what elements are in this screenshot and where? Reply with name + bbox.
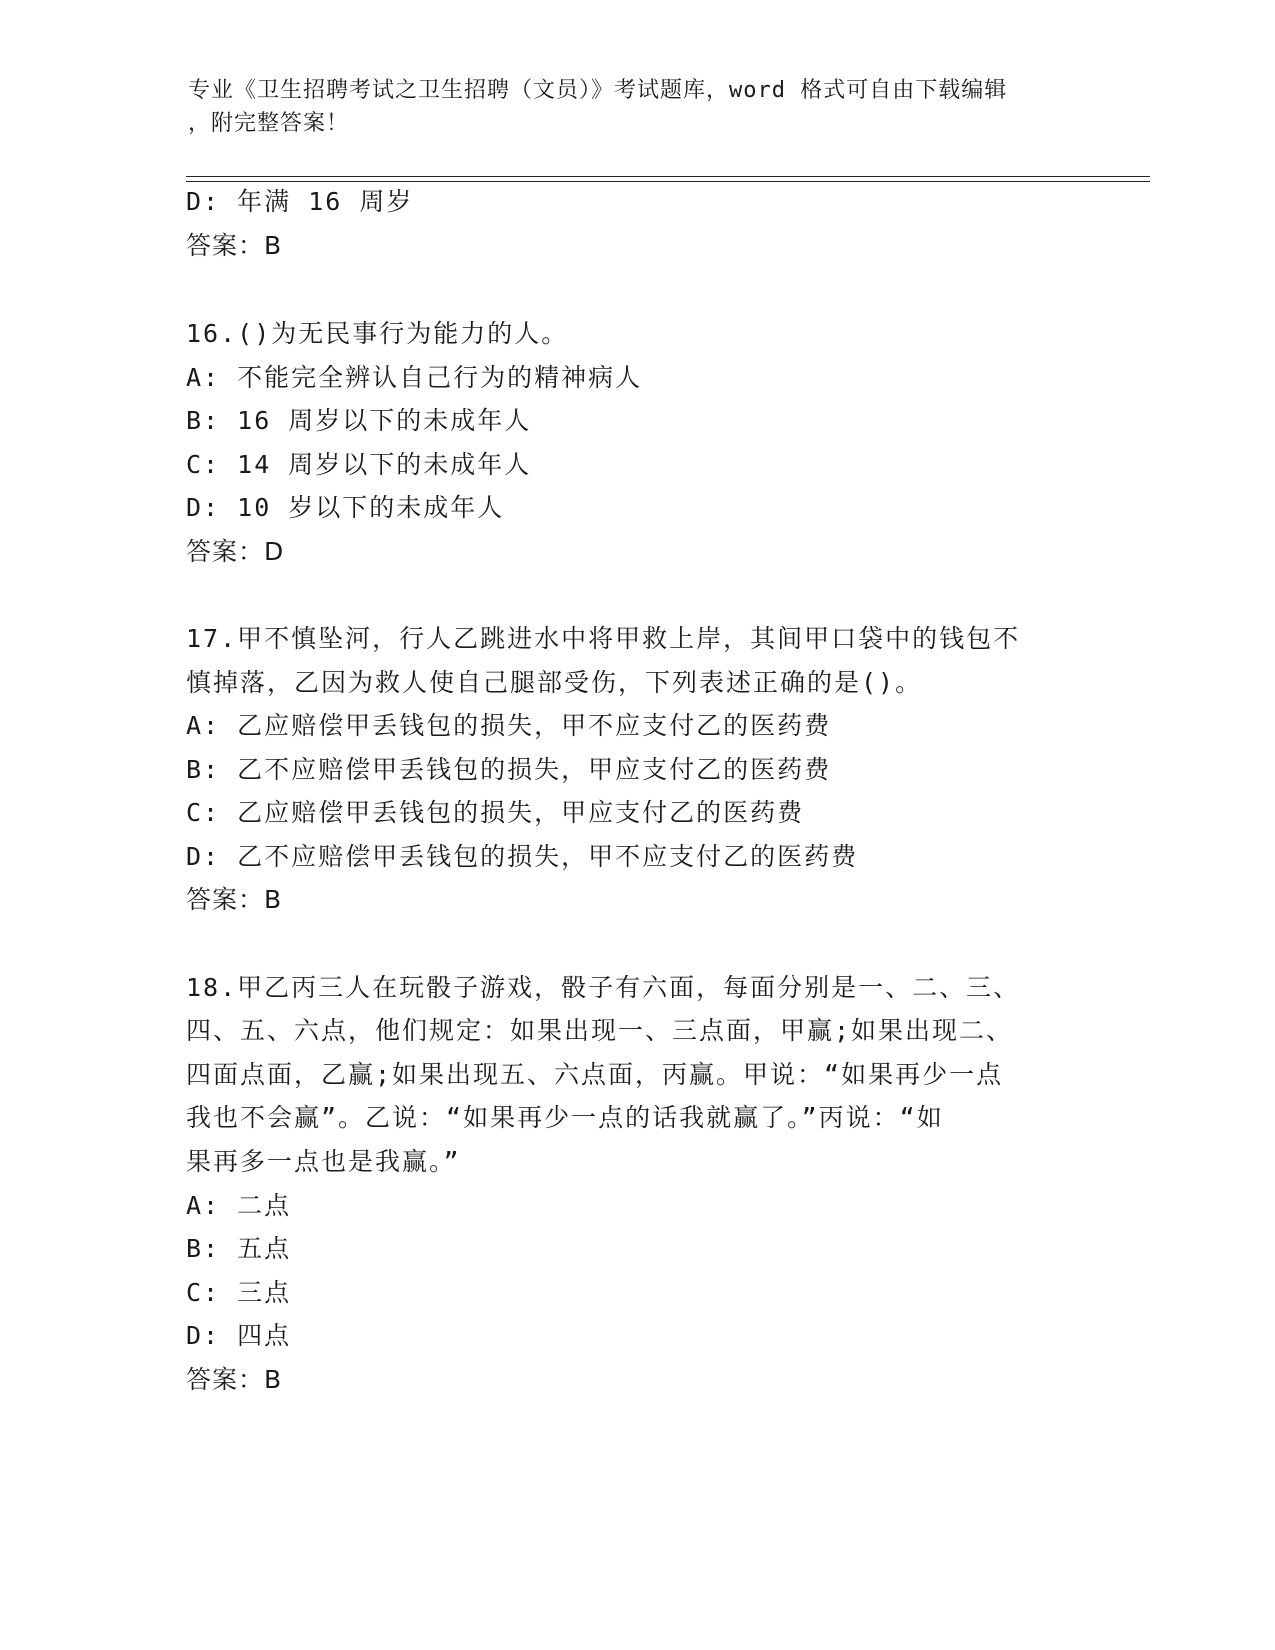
q18-stem-line-1: 18.甲乙丙三人在玩骰子游戏，骰子有六面，每面分别是一、二、三、 xyxy=(186,973,1021,1002)
q16-answer: 答案：D xyxy=(186,537,285,566)
header-line-1: 专业《卫生招聘考试之卫生招聘（文员）》考试题库，word 格式可自由下载编辑 xyxy=(188,78,1008,103)
q18-stem-line-3: 四面点面，乙赢;如果出现五、六点面，丙赢。甲说：“如果再少一点 xyxy=(186,1060,1004,1089)
q18-stem-line-5: 果再多一点也是我赢。” xyxy=(186,1147,461,1176)
q17-option-a: A: 乙应赔偿甲丢钱包的损失，甲不应支付乙的医药费 xyxy=(186,711,832,740)
q18-stem-line-2: 四、五、六点，他们规定：如果出现一、三点面，甲赢;如果出现二、 xyxy=(186,1016,1014,1045)
q16-option-c: C: 14 周岁以下的未成年人 xyxy=(186,450,532,479)
q17-option-d: D: 乙不应赔偿甲丢钱包的损失，甲不应支付乙的医药费 xyxy=(186,842,859,871)
q18-option-a: A: 二点 xyxy=(186,1191,292,1220)
header-divider-top xyxy=(186,176,1150,177)
q17-stem-line-2: 慎掉落，乙因为救人使自己腿部受伤，下列表述正确的是()。 xyxy=(186,668,923,697)
q18-option-b: B: 五点 xyxy=(186,1234,292,1263)
q18-answer: 答案：B xyxy=(186,1365,283,1394)
header-divider-bottom xyxy=(186,181,1150,182)
prev-answer: 答案：B xyxy=(186,231,283,260)
q16-option-b: B: 16 周岁以下的未成年人 xyxy=(186,406,532,435)
q16-stem: 16.()为无民事行为能力的人。 xyxy=(186,319,569,348)
document-header xyxy=(188,74,1088,140)
q17-answer: 答案：B xyxy=(186,885,283,914)
q18-option-d: D: 四点 xyxy=(186,1321,292,1350)
q17-option-c: C: 乙应赔偿甲丢钱包的损失，甲应支付乙的医药费 xyxy=(186,798,805,827)
header-line-2: ，附完整答案！ xyxy=(188,111,350,136)
q16-option-d: D: 10 岁以下的未成年人 xyxy=(186,493,505,522)
q16-option-a: A: 不能完全辨认自己行为的精神病人 xyxy=(186,363,643,392)
q17-option-b: B: 乙不应赔偿甲丢钱包的损失，甲应支付乙的医药费 xyxy=(186,755,832,784)
prev-option-d: D: 年满 16 周岁 xyxy=(186,187,414,216)
q18-stem-line-4: 我也不会赢”。乙说：“如果再少一点的话我就赢了。”丙说：“如 xyxy=(186,1103,944,1132)
q18-option-c: C: 三点 xyxy=(186,1278,292,1307)
q17-stem-line-1: 17.甲不慎坠河，行人乙跳进水中将甲救上岸，其间甲口袋中的钱包不 xyxy=(186,624,1021,653)
